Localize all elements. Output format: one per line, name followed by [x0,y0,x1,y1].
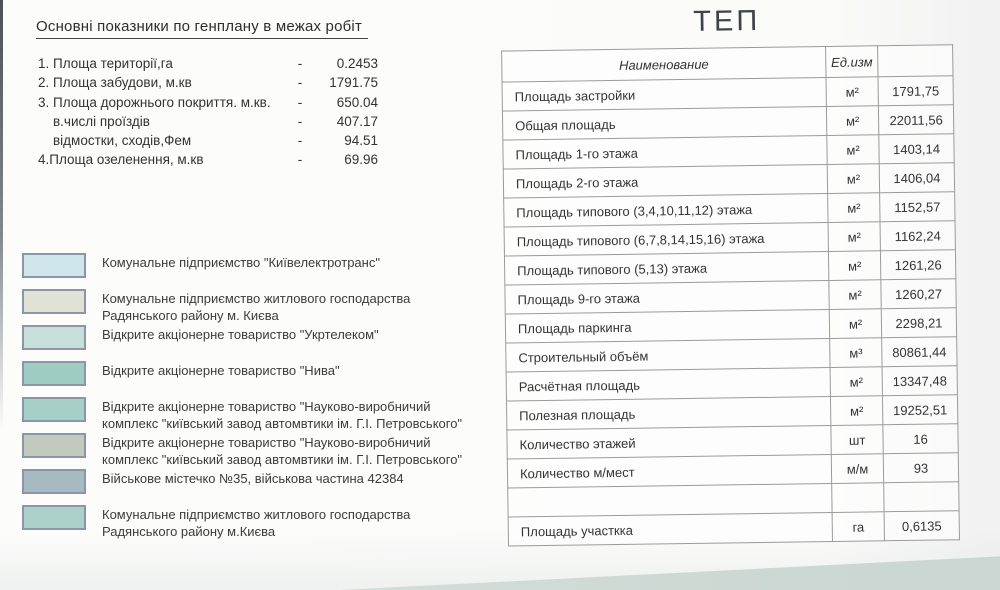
legend-item [22,361,522,397]
legend-label [102,289,522,324]
tep-cell-value [884,482,959,512]
legend-label [102,433,522,468]
tep-cell-unit: м² [828,193,880,223]
indicators-panel [38,18,478,170]
indicator-value: 1791.75 [329,75,378,91]
tep-header-name: Наименование [502,47,827,83]
legend-label [102,469,522,488]
color-swatch [22,433,86,458]
tep-cell-value: 1403,14 [879,134,954,164]
tep-cell-unit: м² [828,222,880,252]
legend-item [22,289,522,325]
tep-cell-name [508,483,832,517]
legend-label-line: Комунальне підприємство "Київелектротранс" [102,255,380,270]
color-swatch [22,397,86,422]
indicator-row [38,93,478,112]
indicators-list [38,54,478,170]
legend-label-line: Комунальне підприємство житлового господарства [102,507,411,522]
legend-label-line: Радянського району м.Києва [102,523,276,539]
indicator-row [38,150,478,169]
indicator-label: 4.Площа озеленення, м.кв [38,152,204,168]
ownership-legend [22,253,522,541]
indicator-label: 2. Площа забудови, м.кв [38,75,192,91]
legend-label-line: Відкрите акціонерне товариство "Науково-виробничий [102,399,431,414]
legend-label [102,505,522,540]
tep-cell-unit: м² [829,280,881,310]
tep-cell-value: 1791,75 [878,76,953,106]
tep-cell-value: 93 [883,453,958,483]
indicator-value: 407.17 [336,113,378,129]
tep-cell-value: 1162,24 [880,221,955,251]
tep-cell-unit: м/м [831,454,883,484]
tep-cell-name: Площадь застройки [502,78,826,112]
tep-cell-unit: м² [827,135,879,165]
indicators-title: Основні показники по генплану в межах робіт [36,18,368,39]
tep-cell-name: Площадь типового (6,7,8,14,15,16) этажа [504,223,828,257]
tep-cell-unit: м² [829,309,881,339]
tep-cell-value: 1152,57 [880,192,955,222]
legend-label-line: Військове містечко №35, військова частина 42384 [102,471,404,486]
indicator-row [38,73,478,92]
drawing-background-band [340,548,1000,590]
tep-cell-unit: м² [827,164,879,194]
tep-cell-name: Строительный объём [506,338,830,372]
tep-cell-name: Площадь участкка [508,512,832,546]
tep-cell-value: 1261,26 [880,250,955,280]
tep-cell-name: Количество м/мест [507,454,831,488]
indicator-row [38,54,478,73]
color-swatch [22,289,86,314]
legend-label-line: комплекс "київський завод автомвтики ім. Г.І. Петровського" [102,451,463,467]
indicator-label: 3. Площа дорожнього покриття. м.кв. [38,94,271,110]
indicator-dash: - [297,94,303,110]
tep-cell-unit: м² [830,367,882,397]
legend-label-line: Відкрите акціонерне товариство "Науково-виробничий [102,435,431,450]
indicator-dash: - [297,152,303,168]
tep-cell-name: Количество этажей [507,425,831,459]
legend-item [22,325,522,361]
tep-cell-value: 80861,44 [882,337,957,367]
tep-cell-name: Площадь типового (3,4,10,11,12) этажа [504,194,828,228]
indicator-value: 0.2453 [336,56,378,71]
legend-label-line: Відкрите акціонерне товариство "Нива" [102,363,340,378]
tep-cell-name: Расчётная площадь [506,367,830,401]
legend-item [22,253,522,289]
tep-cell-value: 0,6135 [884,511,959,541]
tep-cell-unit: м² [829,251,881,281]
legend-label-line: Відкрите акціонерне товариство "Укртелеком" [102,327,379,342]
tep-cell-name: Полезная площадь [506,396,830,430]
legend-label-line: Комунальне підприємство житлового господарства [102,291,411,306]
tep-cell-name: Площадь 9-го этажа [505,280,829,314]
indicator-dash: - [297,56,303,71]
indicator-dash: - [297,75,303,91]
indicator-subrow [38,131,478,150]
tep-title: ТЕП [693,4,761,38]
tep-cell-unit: га [832,512,884,542]
tep-cell-name: Площадь типового (5,13) этажа [504,251,828,285]
legend-label [102,361,522,380]
tep-cell-name: Площадь 2-го этажа [503,165,827,199]
legend-label [102,325,522,344]
tep-header-unit: Ед.изм [826,46,878,78]
tep-cell-name: Площадь паркинга [505,309,829,343]
indicator-subrow [38,112,478,131]
tep-cell-unit [832,483,884,513]
legend-label [102,253,522,272]
color-swatch [22,505,86,530]
legend-item [22,433,522,469]
tep-panel [501,2,960,546]
tep-header-value [878,45,953,77]
tep-cell-unit: м² [827,106,879,136]
color-swatch [22,253,86,278]
indicator-value: 69.96 [344,152,378,168]
legend-label-line: комплекс "київський завод автомвтики ім. Г.І. Петровського" [102,415,463,431]
legend-item [22,505,522,541]
indicator-value: 94.51 [344,133,378,149]
tep-cell-unit: м² [831,396,883,426]
tep-cell-name: Общая площадь [502,107,826,141]
tep-cell-value: 16 [883,424,958,454]
tep-cell-value: 22011,56 [878,105,953,135]
color-swatch [22,469,86,494]
tep-table [501,44,960,546]
legend-label [102,397,522,432]
color-swatch [22,361,86,386]
indicator-label: відмостки, сходів,Фем [53,133,192,149]
indicator-label: 1. Площа території,га [38,56,173,71]
legend-item [22,397,522,433]
scan-edge-shadow [0,0,3,430]
indicator-dash: - [297,133,303,149]
indicator-dash: - [297,113,303,129]
tep-cell-unit: м² [826,77,878,107]
tep-cell-value: 1406,04 [879,163,954,193]
legend-label-line: Радянського району м. Києва [102,307,279,323]
tep-cell-unit: шт [831,425,883,455]
tep-cell-value: 13347,48 [882,366,957,396]
tep-row [508,511,959,546]
tep-cell-name: Площадь 1-го этажа [503,136,827,170]
indicator-value: 650.04 [336,94,378,110]
indicator-label: в.числі проїздів [53,113,150,129]
tep-cell-value: 1260,27 [881,279,956,309]
tep-cell-unit: м³ [830,338,882,368]
tep-cell-value: 19252,51 [883,395,958,425]
tep-cell-value: 2298,21 [881,308,956,338]
color-swatch [22,325,86,350]
legend-item [22,469,522,505]
